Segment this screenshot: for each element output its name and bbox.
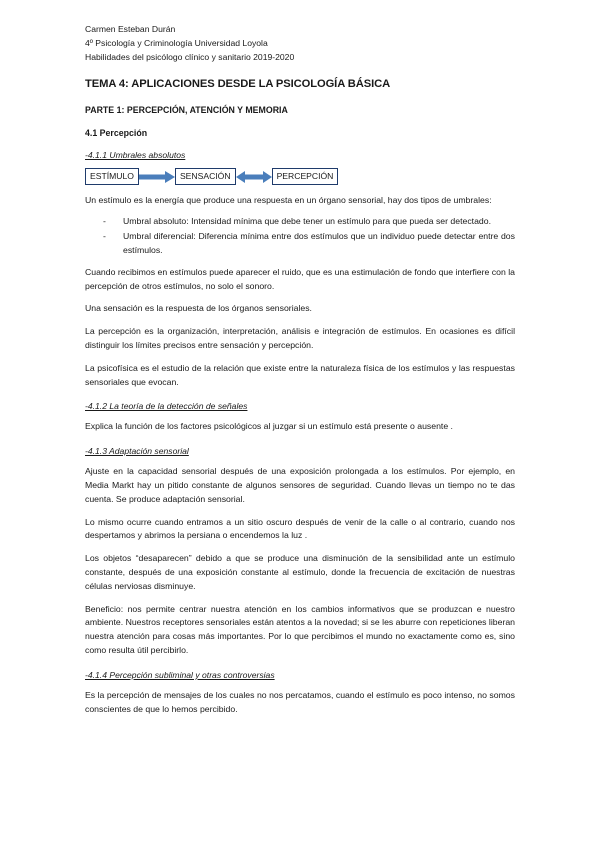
paragraph-benefit: Beneficio: nos permite centrar nuestra atención en los cambios informativos que se produzcan e nuestro ambiente. Nuestros receptores sensoriales están atentos a la novedad; si se les aburre con repeticiones liberan nuestra atención para cosas más importantes. Por lo que percibimos el mundo no exactamente como es, sino como resulta útil percibirlo. bbox=[85, 603, 515, 655]
paragraph-stimulus-definition: Un estímulo es la energía que produce una respuesta en un órgano sensorial, hay dos tipos de umbrales: bbox=[85, 195, 492, 205]
list-item: - Umbral absoluto: Intensidad mínima que debe tener un estímulo para que pueda ser detectado. bbox=[103, 215, 492, 226]
subsection-4-1-4: -4.1.4 Percepción subliminal y otras controversias bbox=[85, 669, 275, 680]
subsection-4-1-1: -4.1.1 Umbrales absolutos bbox=[85, 150, 186, 160]
section-heading-4-1: 4.1 Percepción bbox=[85, 128, 148, 138]
document-header bbox=[85, 22, 515, 64]
paragraph-objects-disappear: Los objetos “desaparecen” debido a que se produce una disminución de la sensibilidad ante un estímulo constante, después de una exposición constante al estímulo, donde la frecuencia de excitación de nuestras células nerviosas disminuye. bbox=[85, 553, 515, 591]
bullet-dash: - bbox=[103, 230, 106, 241]
author-name: Carmen Esteban Durán bbox=[85, 24, 176, 34]
paragraph-perception: La percepción es la organización, interpretación, análisis e integración de estímulos. En ocasiones es difícil distinguir los límites precisos entre sensación y percepción. bbox=[85, 326, 515, 350]
threshold-list bbox=[85, 214, 515, 257]
paragraph-sensation: Una sensación es la respuesta de los órganos sensoriales. bbox=[85, 303, 312, 314]
paragraph-psychophysics: La psicofísica es el estudio de la relación que existe entre la naturaleza física de los estímulos y las respuestas sensoriales que evocan. bbox=[85, 362, 515, 387]
document-page bbox=[85, 22, 515, 716]
list-item: - Umbral diferencial: Diferencia mínima entre dos estímulos que un individuo puede detectar entre dos estímulos. bbox=[103, 230, 515, 255]
paragraph-adaptation: Ajuste en la capacidad sensorial después de una exposición prolongada a los estímulos. Por ejemplo, en Media Markt hay un pitido constante de algunos sensores de seguridad. Cuando llevas un tiempo no te das cuenta. Se produce adaptación sensorial. bbox=[85, 466, 515, 504]
flow-box-stimulus: ESTÍMULO bbox=[85, 168, 139, 185]
subject-line: Habilidades del psicólogo clínico y sanitario 2019-2020 bbox=[85, 52, 295, 62]
paragraph-signal-detection: Explica la función de los factores psicológicos al juzgar si un estímulo está presente o ausente . bbox=[85, 421, 453, 432]
stimulus-flow-diagram bbox=[85, 168, 515, 185]
course-line: 4º Psicología y Criminología Universidad Loyola bbox=[85, 38, 268, 48]
paragraph-dark-adaptation: Lo mismo ocurre cuando entramos a un sitio oscuro después de venir de la calle o al contrario, cuando nos despertamos y abrimos la persiana o encendemos la luz . bbox=[85, 516, 515, 541]
paragraph-noise: Cuando recibimos en estímulos puede aparecer el ruido, que es una estimulación de fondo que interfiere con la percepción de otros estímulos, no solo el sonoro. bbox=[85, 266, 515, 291]
flow-box-sensation: SENSACIÓN bbox=[175, 168, 236, 185]
subsection-4-1-3: -4.1.3 Adaptación sensorial bbox=[85, 446, 189, 457]
paragraph-subliminal: Es la percepción de mensajes de los cuales no nos percatamos, cuando el estímulo es poco intenso, no somos conscientes de que lo hemos percibido. bbox=[85, 689, 515, 714]
bullet-dash: - bbox=[103, 215, 106, 226]
part-heading: PARTE 1: PERCEPCIÓN, ATENCIÓN Y MEMORIA bbox=[85, 105, 288, 115]
double-arrow-icon bbox=[236, 171, 272, 183]
right-arrow-icon bbox=[139, 171, 175, 183]
flow-box-perception: PERCEPCIÓN bbox=[272, 168, 339, 185]
subsection-4-1-2: -4.1.2 La teoría de la detección de señales bbox=[85, 401, 248, 412]
document-title: TEMA 4: APLICACIONES DESDE LA PSICOLOGÍA BÁSICA bbox=[85, 78, 391, 90]
